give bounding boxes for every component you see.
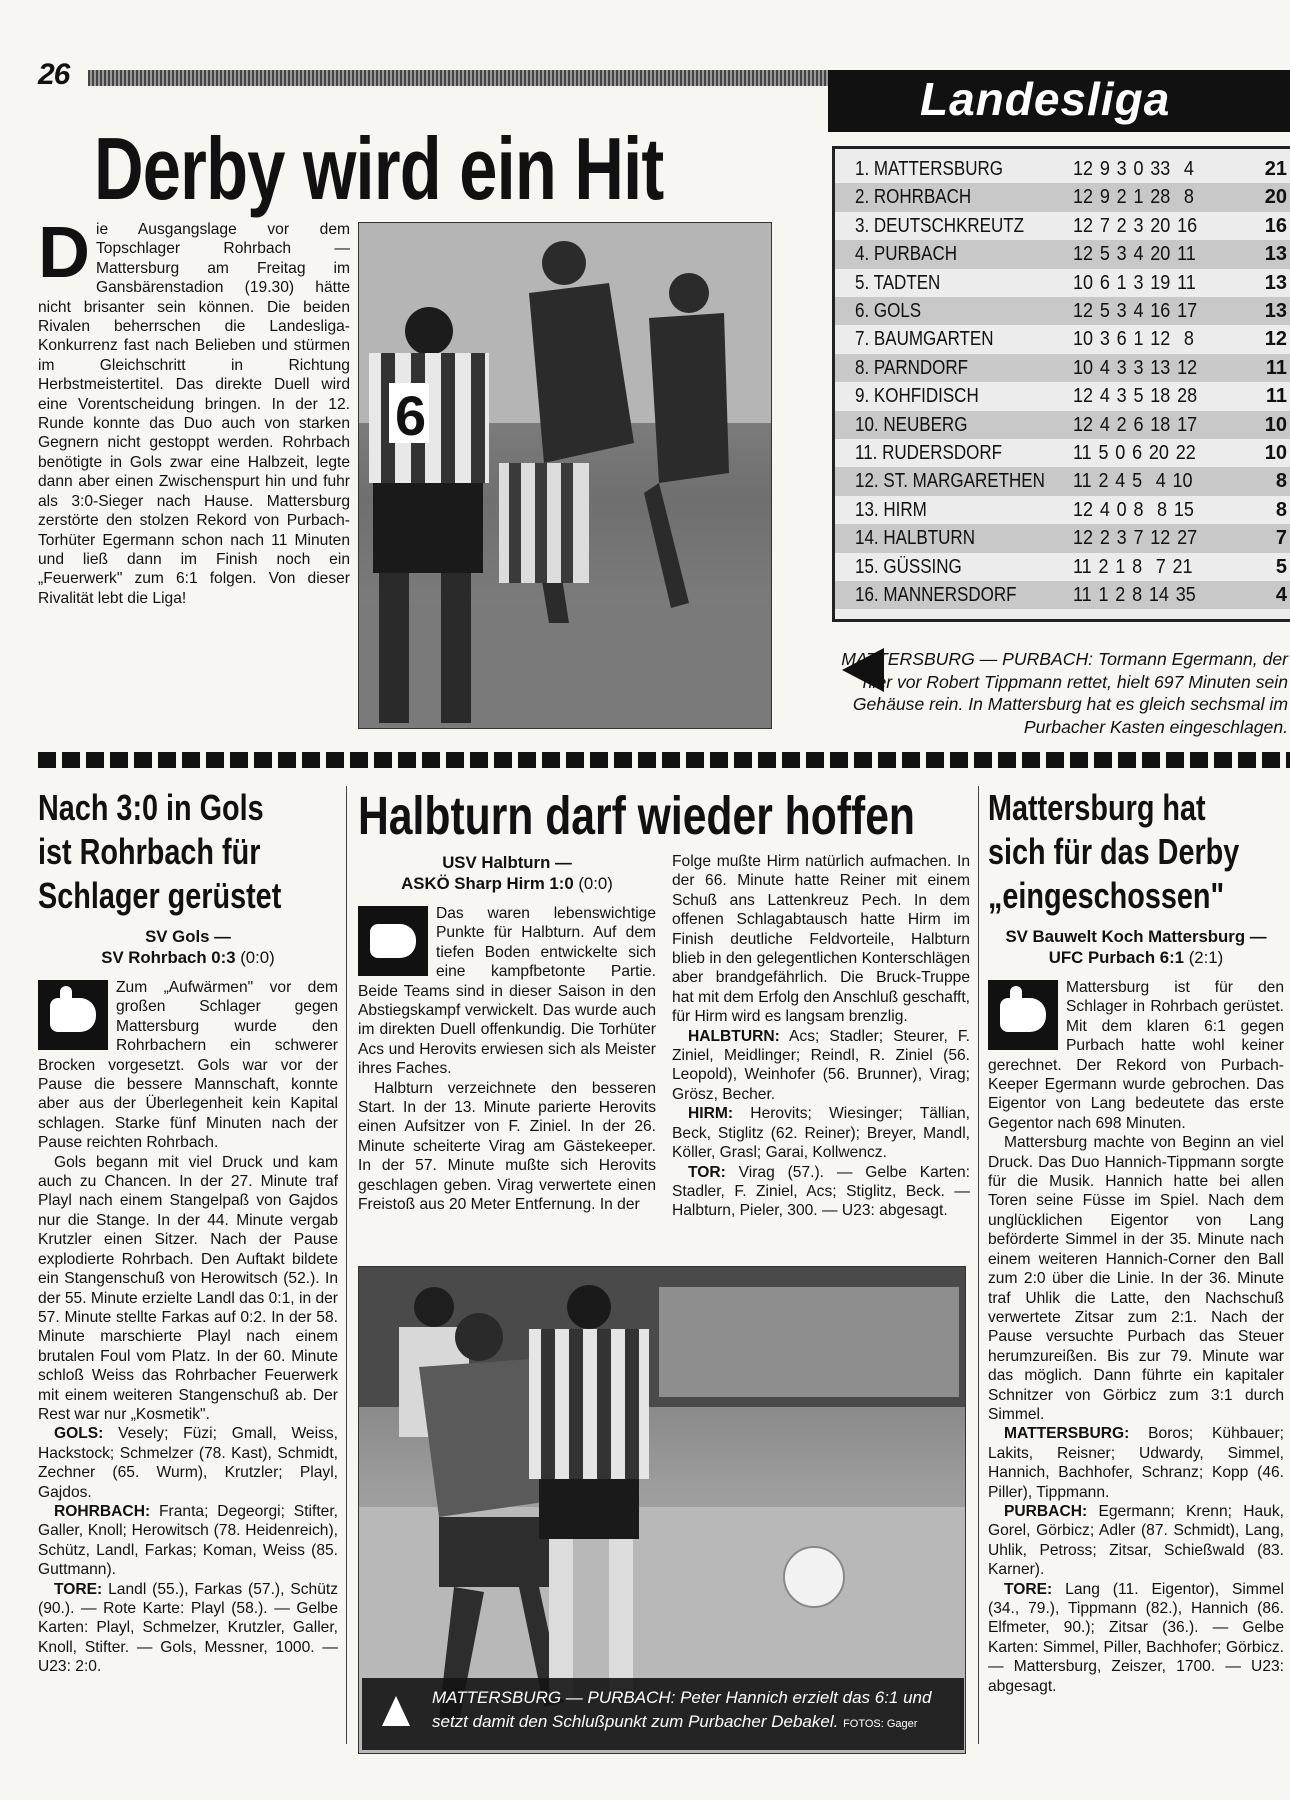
lineup-label: ROHRBACH: — [54, 1502, 151, 1520]
table-photo-caption: MATTERSBURG — PURBACH: Tormann Egermann, der hier vor Robert Tippmann rettet, hielt 697 Minuten sein Gehäuse rein. In Mattersburg hat es gleich sechsmal im Purbacher Kasten eingeschlagen. — [841, 649, 1288, 737]
table-row — [835, 240, 1290, 268]
team-points: 11 — [1265, 385, 1287, 408]
article-body — [358, 904, 656, 1215]
team-name: 6. GOLS — [855, 300, 922, 322]
halftime-score: (2:1) — [1188, 948, 1224, 967]
match-result: UFC Purbach 6:1 — [1048, 948, 1185, 967]
team-stats: 12 4 0 8 8 15 — [1073, 498, 1194, 521]
team-stats: 11 2 1 8 7 21 — [1073, 555, 1193, 578]
table-row — [835, 439, 1290, 467]
football-players-photo — [359, 223, 771, 728]
team-stats: 12 4 3 5 18 28 — [1073, 385, 1198, 408]
lineup-label: HALBTURN: — [688, 1027, 780, 1045]
halftime-score: (0:0) — [578, 874, 613, 893]
team-name: 3. DEUTSCHKREUTZ — [855, 214, 1025, 237]
team-stats: 12 2 3 7 12 27 — [1073, 527, 1198, 550]
lineup-text: Boros; Kühbauer; Lakits, Reisner; Udwardy, Simmel, Hannich, Bachhofer, Schranz; Kopp (46. Piller), Tippmann. — [988, 1425, 1284, 1501]
team-name: 5. TADTEN — [855, 271, 941, 294]
table-row — [835, 581, 1290, 609]
paragraph: Das waren lebenswichtige Punkte für Halbturn. Auf dem tiefen Boden entwickelte sich eine kampfbetonte Partie. Beide Teams sind in dieser Saison in den Abstiegskampf verwickelt. Das wurde auch im direkten Duell offenkundig. Die Torhüter Acs und Herovits erwiesen sich als Meister ihres Faches. — [358, 905, 656, 1078]
lineup-text: Egermann; Krenn; Hauk, Gorel, Görbicz; Adler (87. Schmidt), Lang, Uhlik, Petross; Zitsar, Schießwald (83. Karner). — [988, 1502, 1284, 1579]
team-name: 12. ST. MARGARETHEN — [855, 470, 1045, 493]
goals-label: TORE: — [54, 1580, 103, 1598]
article-title-line: „eingeschossen" — [988, 875, 1225, 916]
team-name: 1. MATTERSBURG — [855, 158, 1003, 180]
match-team-home: SV Gols — — [145, 927, 231, 946]
team-stats: 12 9 3 0 33 4 — [1073, 158, 1194, 180]
team-stats: 10 3 6 1 12 8 — [1073, 328, 1194, 351]
table-row — [835, 155, 1290, 183]
team-points: 12 — [1264, 328, 1287, 351]
table-row — [835, 354, 1290, 382]
team-points: 7 — [1275, 527, 1287, 550]
paragraph: Gols begann mit viel Druck und kam auch zu Chancen. In der 27. Minute traf Playl nach einem Stangelpaß von Gajdos nur die Stange. In der 44. Minute vergab Krutzler einen Sitzer. Nach der Pause explodierte Rohrbach. Den Auftakt bildete ein Stangenschuß von Herowitsch (52.). In der 55. Minute erzielte Landl das 0:1, in der 57. Minute stellte Farkas auf 0:2. In der 58. Minute marschierte Playl nach einem brutalen Foul vom Platz. In der 60. Minute schloß Weiss das Rohrbacher Feuerwerk mit einem weiteren Stangenschuß ab. Der Rest war nur „Kosmetik". — [38, 1153, 338, 1423]
team-points: 5 — [1275, 555, 1287, 578]
article-title-line: Nach 3:0 in Gols — [38, 787, 264, 828]
team-name: 4. PURBACH — [855, 243, 958, 266]
goals-text: Virag (57.). — Gelbe Karten: Stadler, F. Ziniel, Acs; Stiglitz, Beck. — Halbturn, Pieler, 300. — U23: abgesagt. — [672, 1163, 970, 1220]
article-title-line: ist Rohrbach für — [38, 831, 261, 872]
team-points: 10 — [1264, 413, 1287, 436]
article-halbturn-col1 — [358, 852, 656, 1215]
section-title: Landesliga — [920, 73, 1171, 125]
goals-label: TOR: — [688, 1163, 726, 1181]
team-stats: 12 4 2 6 18 17 — [1073, 413, 1198, 436]
paragraph: Halbturn verzeichnete den besseren Start. In der 13. Minute parierte Herovits einen Aufsitzer von F. Ziniel. In der 26. Minute scheiterte Virag am Gästekeeper. In der 57. Minute mußte sich Herovits geschlagen geben. Virag verwertete einen Freistoß aus 20 Meter Entfernung. In der — [358, 1079, 656, 1214]
league-table — [832, 146, 1290, 622]
team-stats: 11 1 2 8 14 35 — [1073, 584, 1196, 606]
thumbs-up-icon — [988, 980, 1058, 1050]
table-row — [835, 553, 1290, 581]
article-halbturn-col2 — [672, 852, 970, 1221]
team-points: 4 — [1275, 584, 1287, 606]
team-stats: 12 5 3 4 20 11 — [1073, 243, 1196, 266]
match-teams — [988, 926, 1284, 968]
goals-text: Lang (11. Eigentor), Simmel (34., 79.), Tippmann (82.), Hannich (86. Elfmeter, 90.); Zitsar (36.). — Gelbe Karten: Simmel, Piller, Bachhofer; Görbicz. — Mattersburg, Zeiszer, 1700. — U23: abgesagt. — [988, 1580, 1284, 1695]
table-row — [835, 297, 1290, 325]
team-stats: 12 7 2 3 20 16 — [1073, 214, 1198, 237]
halftime-score: (0:0) — [240, 948, 275, 967]
article-title-line: Schlager gerüstet — [38, 875, 282, 916]
table-row — [835, 382, 1290, 410]
team-name: 9. KOHFIDISCH — [855, 385, 979, 408]
photo-credit: FOTOS: Gager — [843, 1718, 918, 1730]
lineup-text: Herovits; Wiesinger; Tällian, Beck, Stiglitz (62. Reiner); Breyer, Mandl, Köller, Grasl; Garai, Kollwencz. — [672, 1105, 970, 1162]
column-rule — [346, 786, 347, 1744]
lineup-text: Franta; Degeorgi; Stifter, Galler, Knoll; Herowitsch (78. Heidenreich), Schütz, Landl, Farkas; Koman, Weiss (85. Guttmann). — [38, 1502, 338, 1579]
team-points: 13 — [1264, 300, 1287, 322]
article-body — [38, 978, 338, 1677]
main-headline: Derby wird ein Hit — [94, 119, 664, 218]
intro-article — [38, 213, 350, 608]
article-title: Halbturn darf wieder hoffen — [358, 786, 915, 846]
column-rule — [978, 786, 979, 1744]
lineup-label: MATTERSBURG: — [1004, 1425, 1130, 1443]
team-stats: 11 5 0 6 20 22 — [1073, 442, 1196, 464]
paragraph: Mattersburg ist für den Schlager in Rohrbach gerüstet. Mit dem klaren 6:1 gegen Purbach hatte wohl keiner gerechnet. Der Rekord von Purbach-Keeper Egermann wurde gebrochen. Das Eigentor von Lang bedeutete das erste Gegentor nach 698 Minuten. — [988, 979, 1284, 1132]
article-title-line: sich für das Derby — [988, 831, 1240, 872]
team-name: 16. MANNERSDORF — [855, 584, 1017, 606]
table-row — [835, 325, 1290, 353]
match-result: SV Rohrbach 0:3 — [101, 948, 236, 967]
paragraph: Folge mußte Hirm natürlich aufmachen. In der 66. Minute hatte Reiner mit einem Schuß ans Lattenkreuz Pech. In dem offenen Schlagabtausch hatte Hirm im Finish deutliche Feldvorteile, Halbturn blieb in den gelegentlichen Konterschlägen aber brandgefährlich. Die Bruck-Truppe hat mit dem Erfolg den Anschluß geschafft, für Hirm wird es langsam brenzlig. — [672, 853, 970, 1026]
table-row — [835, 269, 1290, 297]
team-points: 8 — [1275, 498, 1287, 521]
lineup-label: PURBACH: — [1004, 1502, 1088, 1520]
table-row — [835, 524, 1290, 552]
article-gols-rohrbach — [38, 786, 338, 1677]
caption-text: MATTERSBURG — PURBACH: Peter Hannich erzielt das 6:1 und setzt damit den Schlußpunkt zum Purbacher Debakel. — [432, 1688, 932, 1731]
header-rule — [88, 70, 828, 86]
team-stats: 11 2 4 5 4 10 — [1073, 470, 1193, 493]
caption-arrow-icon — [382, 1696, 410, 1726]
match-team-home: USV Halbturn — — [442, 853, 572, 872]
lineup-label: GOLS: — [54, 1425, 104, 1443]
team-points: 16 — [1264, 214, 1287, 237]
goals-text: Landl (55.), Farkas (57.), Schütz (90.). — Rote Karte: Playl (58.). — Gelbe Karten: Playl, Schmelzer, Krutzler, Galler, Knoll, Stifter. — Gols, Messner, 1000. — U23: 2:0. — [38, 1580, 338, 1676]
team-name: 10. NEUBERG — [855, 413, 968, 436]
team-name: 13. HIRM — [855, 498, 927, 521]
table-row — [835, 411, 1290, 439]
lineup-label: HIRM: — [688, 1105, 734, 1123]
match-photo-header — [358, 222, 772, 729]
team-name: 7. BAUMGARTEN — [855, 328, 994, 351]
team-points: 11 — [1265, 356, 1287, 379]
lineup-text: Vesely; Füzi; Gmall, Weiss, Hackstock; Schmelzer (78. Kast), Schmidt, Zechner (65. Wurm), Krutzler; Playl, Gajdos. — [38, 1425, 338, 1501]
team-points: 13 — [1264, 271, 1287, 294]
paragraph: Mattersburg machte von Beginn an viel Druck. Das Duo Hannich-Tippmann sorgte für die Musik. Hannich hatte bei allen Toren seine Füsse im Spiel. Nach dem unglücklichen Eigentor von Lang beförderte Simmel in der 35. Minute nach einem weiteren Hannich-Corner den Ball zum 2:0 über die Linie. In der 36. Minute traf Uhlik die Latte, den Nachschuß verwertete Zitsar zum 2:1. Nach der Pause versuchte Purbach das Steuer herumzureißen. Bis zur 79. Minute war das möglich. Dann führte ein kapitaler Schnitzer von Görbicz zum 3:1 durch Simmel. — [988, 1134, 1284, 1423]
team-name: 11. RUDERSDORF — [855, 442, 1003, 464]
team-stats: 12 5 3 4 16 17 — [1073, 300, 1198, 322]
thumbs-up-icon — [38, 980, 108, 1050]
page-number: 26 — [38, 58, 70, 91]
photo-caption — [362, 1678, 964, 1750]
match-team-home: SV Bauwelt Koch Mattersburg — — [1005, 927, 1267, 946]
article-mattersburg-purbach — [988, 786, 1284, 1696]
table-row — [835, 467, 1290, 495]
match-teams — [38, 926, 338, 968]
team-points: 20 — [1264, 186, 1287, 209]
match-result: ASKÖ Sharp Hirm 1:0 — [401, 874, 574, 893]
team-stats: 12 9 2 1 28 8 — [1073, 186, 1194, 209]
team-name: 15. GÜSSING — [855, 555, 962, 578]
drop-cap: D — [38, 213, 90, 293]
team-points: 13 — [1264, 243, 1287, 266]
intro-text: ie Ausgangslage vor dem Topschlager Rohrbach — Mattersburg am Freitag im Gansbärenstadion (19.30) hätte nicht brisanter sein können. Die beiden Rivalen beherrschen die Landesliga-Konkurrenz fast nach Belieben und stürmen im Gleichschritt in Richtung Herbstmeistertitel. Das direkte Duell wird eine Vorentscheidung bringen. In der 12. Runde konnte das Duo auch von starken Gegnern nicht gestoppt werden. Rohrbach benötigte in Gols zwar eine Halbzeit, legte dann aber einen Zwischenspurt hin und fuhr als 3:0-Sieger nach Hause. Mattersburg zerstörte den stolzen Rekord von Purbach-Torhüter Egermann schon nach 11 Minuten und ließ dann im Finish noch ein „Feuerwerk" zum 6:1 folgen. Von dieser Rivalität lebt die Liga! — [38, 221, 350, 607]
team-stats: 10 4 3 3 13 12 — [1073, 356, 1198, 379]
team-name: 14. HALBTURN — [855, 527, 975, 550]
article-title-line: Mattersburg hat — [988, 787, 1206, 828]
match-teams — [358, 852, 656, 894]
svg-text:6: 6 — [395, 384, 427, 447]
paragraph: Zum „Aufwärmen" vor dem großen Schlager gegen Mattersburg wurde den Rohrbachern ein schwerer Brocken vorgesetzt. Gols war vor der Pause die bessere Mannschaft, konnte aber aus der Überlegenheit kein Kapital schlagen. Starke fünf Minuten nach der Pause reichten Rohrbach. — [38, 979, 338, 1152]
thumbs-down-icon — [358, 906, 428, 976]
table-row — [835, 183, 1290, 211]
team-points: 8 — [1275, 470, 1287, 493]
section-banner — [828, 70, 1290, 132]
team-name: 2. ROHRBACH — [855, 186, 972, 209]
goals-label: TORE: — [1004, 1580, 1053, 1598]
table-row — [835, 212, 1290, 240]
lineup-text: Acs; Stadler; Steurer, F. Ziniel, Meidlinger; Reindl, R. Ziniel (56. Leopold), Weinhofer (56. Brunner), Virag; Grösz, Becher. — [672, 1027, 970, 1103]
table-row — [835, 496, 1290, 524]
article-body — [988, 978, 1284, 1696]
team-points: 21 — [1264, 158, 1287, 180]
team-points: 10 — [1264, 442, 1287, 464]
article-halbturn-hirm — [358, 786, 968, 846]
team-name: 8. PARNDORF — [855, 356, 969, 379]
section-divider — [38, 752, 1290, 768]
team-stats: 10 6 1 3 19 11 — [1073, 271, 1196, 294]
